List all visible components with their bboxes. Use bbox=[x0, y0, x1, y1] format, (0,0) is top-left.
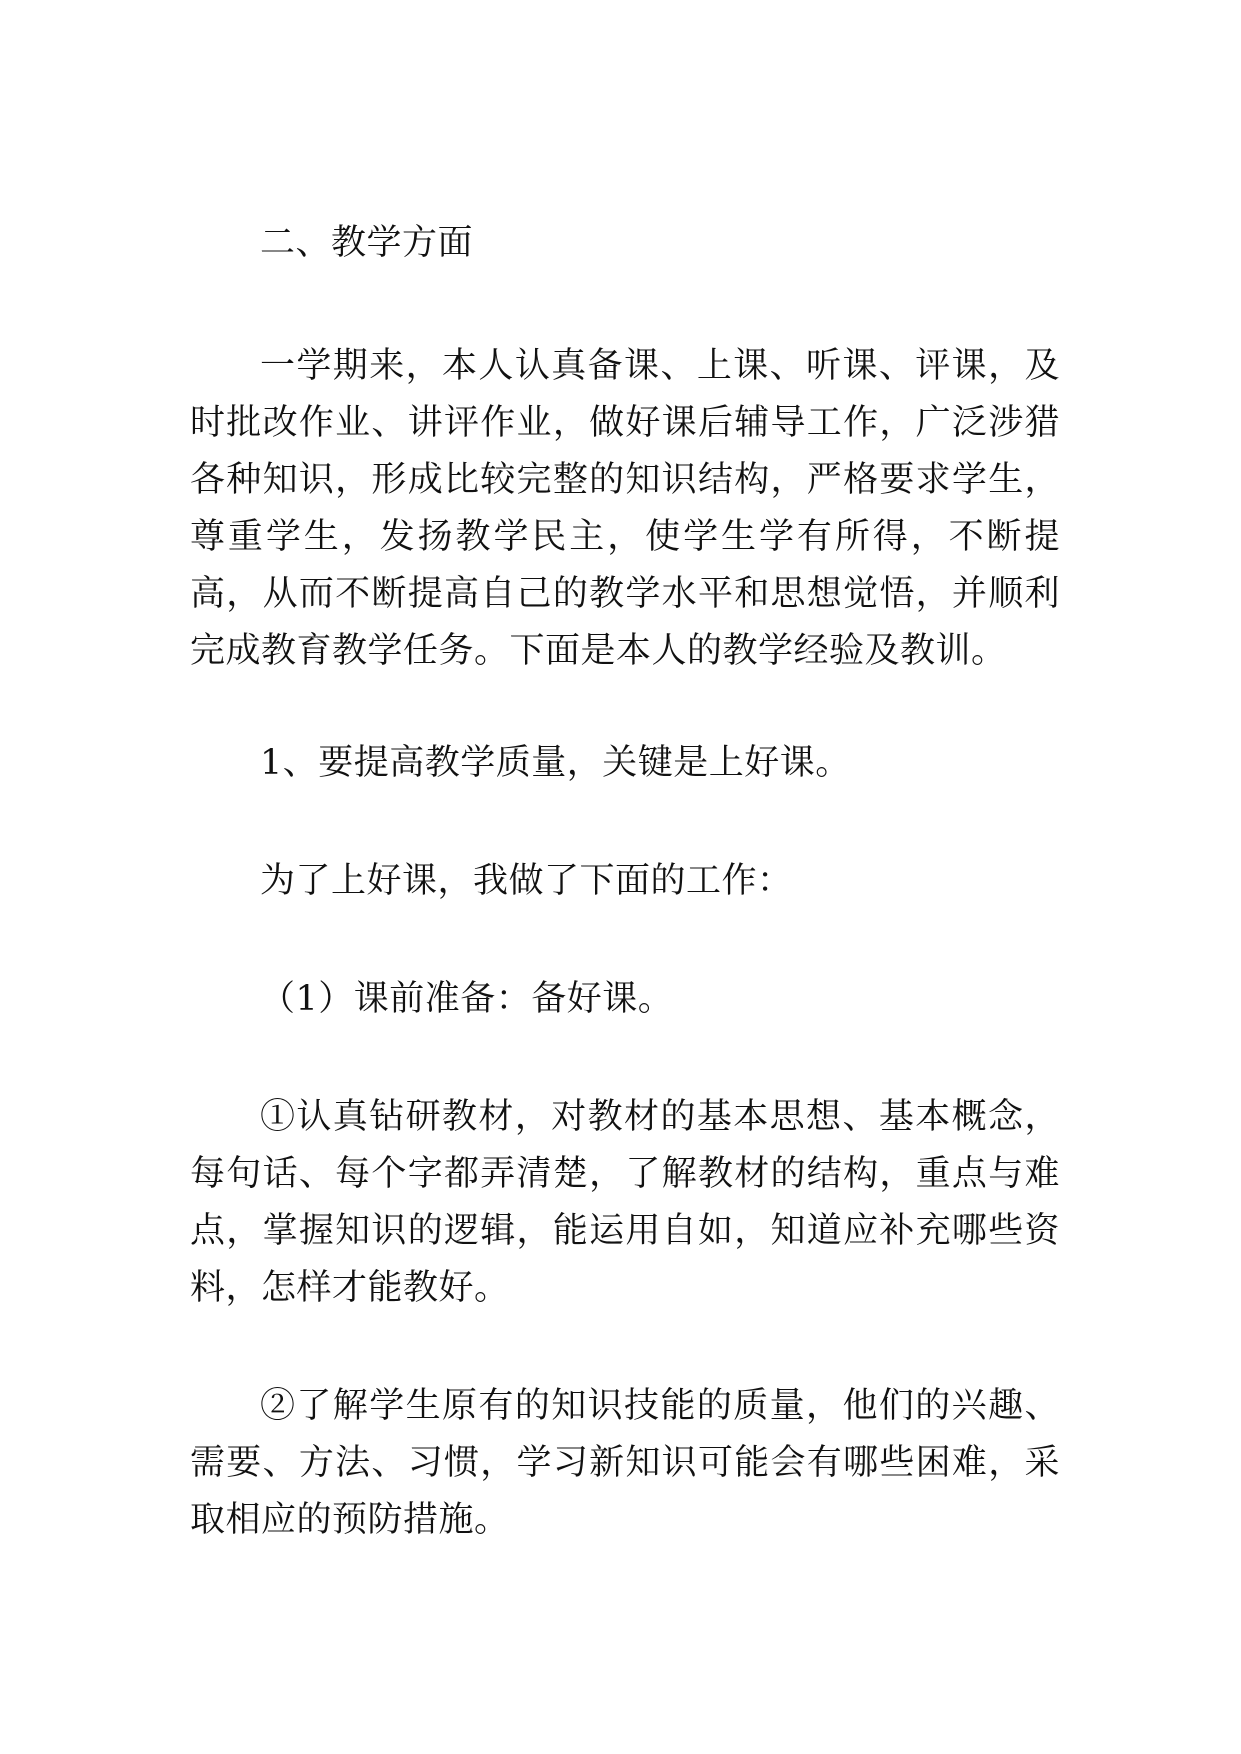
paragraph-item-circled-2: ②了解学生原有的知识技能的质量，他们的兴趣、需要、方法、习惯，学习新知识可能会有哪些困难，采取相应的预防措施。 bbox=[190, 1386, 1060, 1540]
paragraph-item-circled-1: ①认真钻研教材，对教材的基本思想、基本概念，每句话、每个字都弄清楚，了解教材的结构，重点与难点，掌握知识的逻辑，能运用自如，知道应补充哪些资料，怎样才能教好。 bbox=[190, 1097, 1060, 1308]
paragraph-intro-work: 为了上好课，我做了下面的工作： bbox=[260, 861, 793, 901]
paragraph-subpoint-1: （1）课前准备：备好课。 bbox=[260, 979, 674, 1019]
paragraph-summary: 一学期来，本人认真备课、上课、听课、评课，及时批改作业、讲评作业，做好课后辅导工作，广泛涉猎各种知识，形成比较完整的知识结构，严格要求学生，尊重学生，发扬教学民主，使学生学有所得，不断提高，从而不断提高自己的教学水平和思想觉悟，并顺利完成教育教学任务。下面是本人的教学经验及教训。 bbox=[190, 346, 1060, 671]
paragraph-point-1: 1、要提高教学质量，关键是上好课。 bbox=[260, 743, 851, 783]
section-heading: 二、教学方面 bbox=[260, 223, 474, 263]
